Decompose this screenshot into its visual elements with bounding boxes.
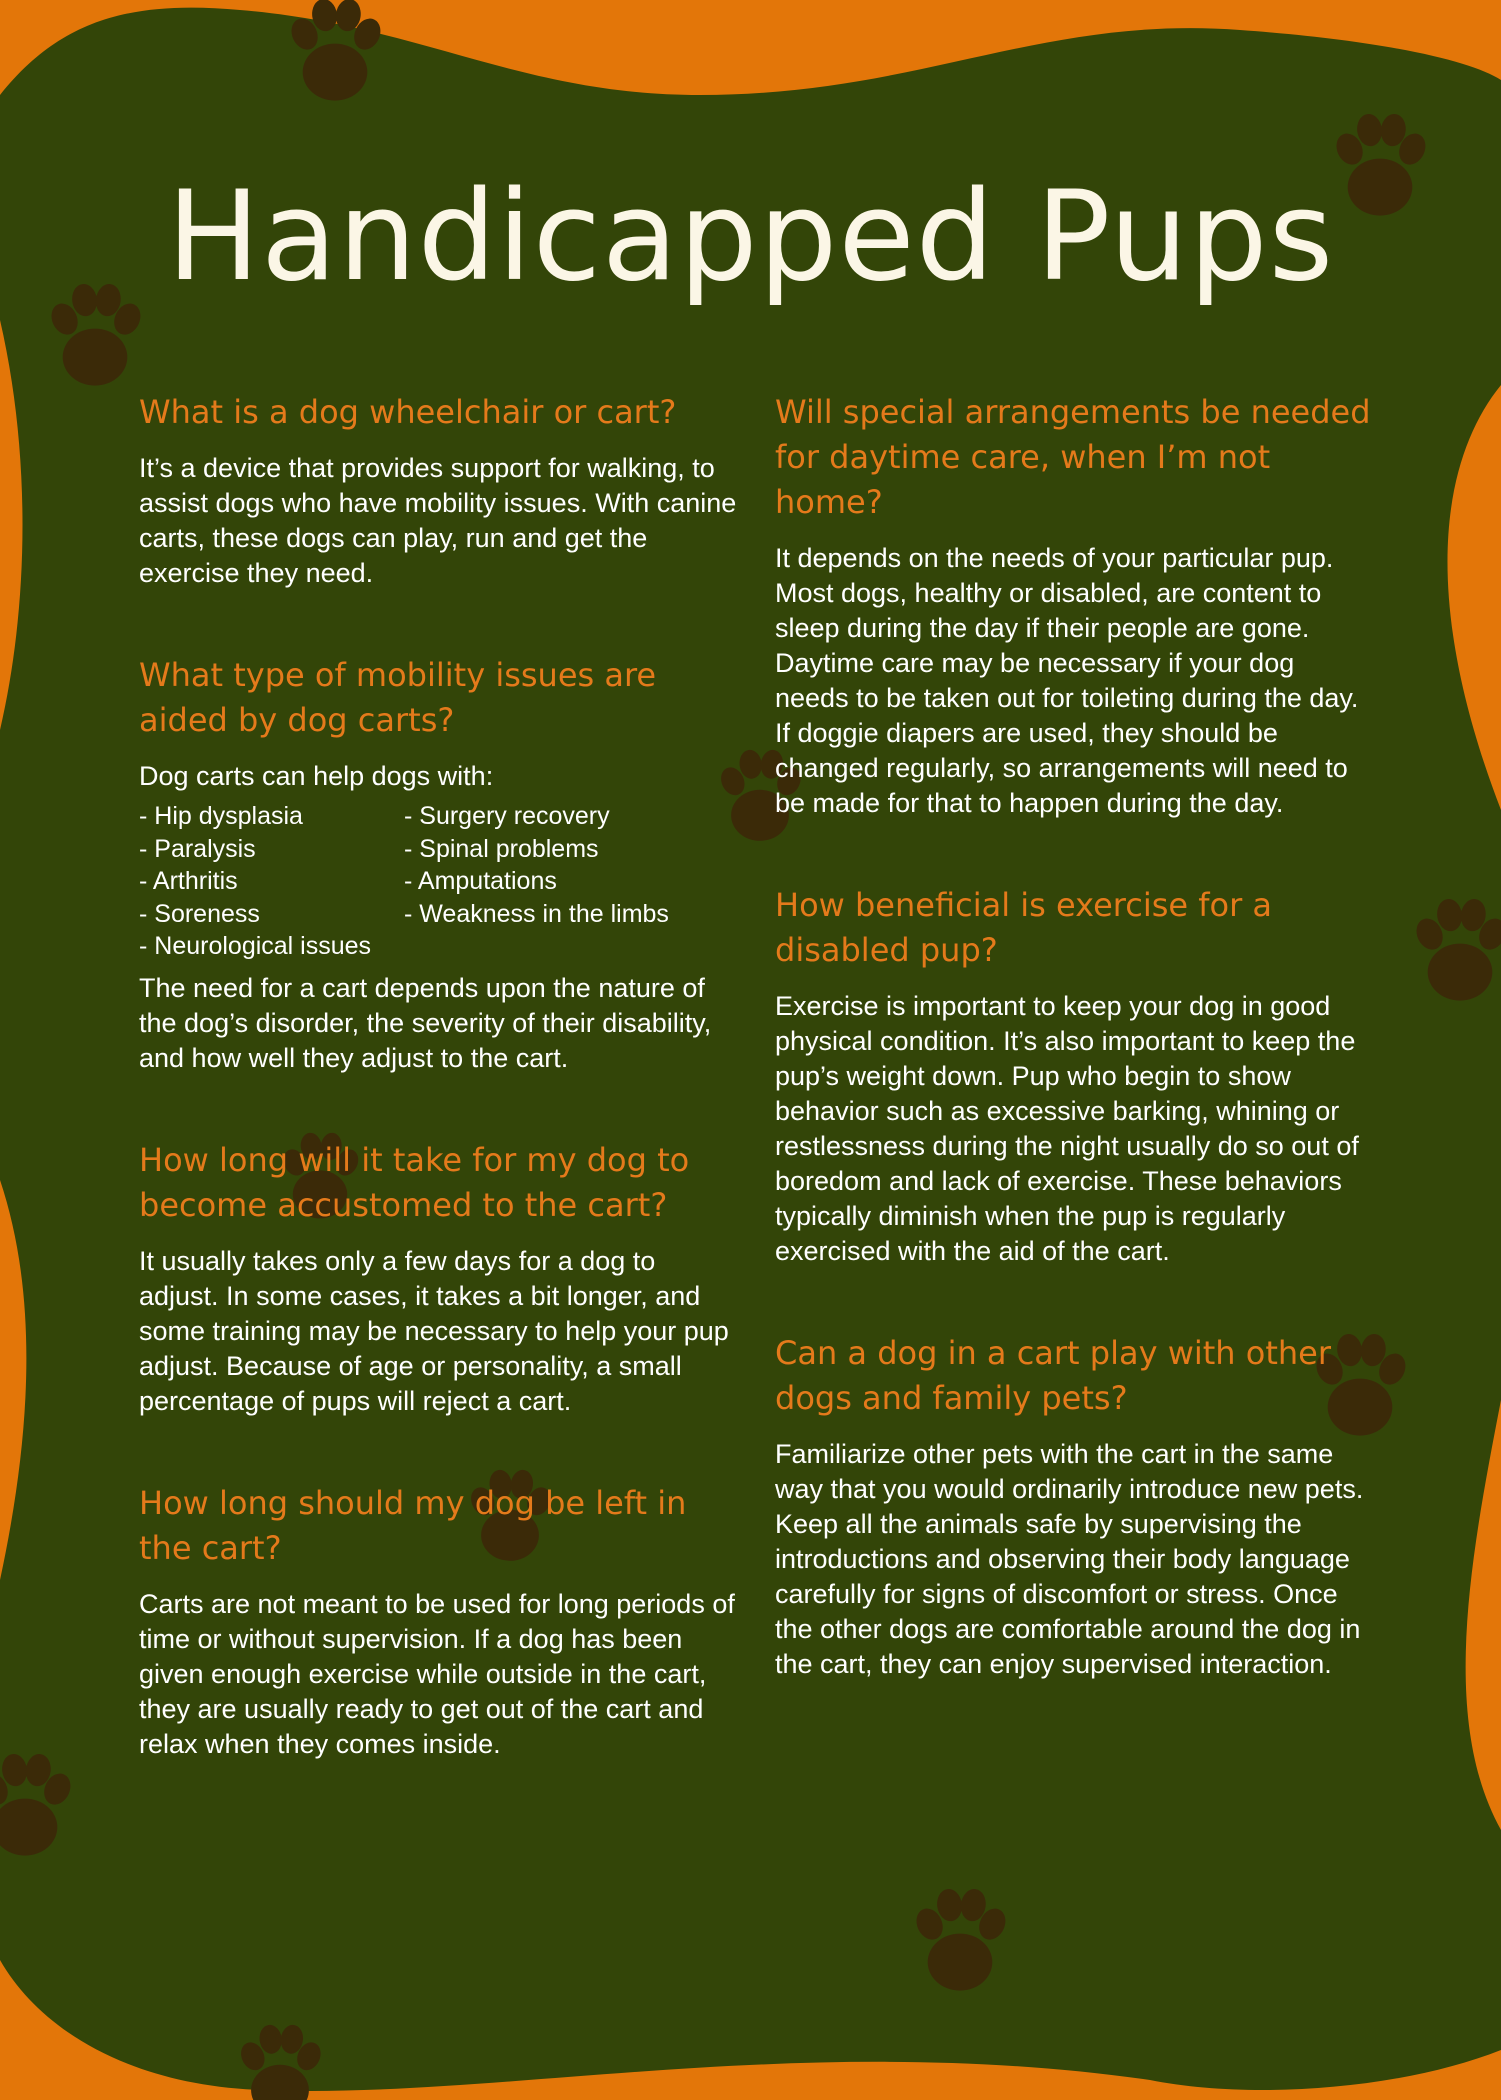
faq-answer: Exercise is important to keep your dog in good physical condition. It’s also important to keep the pup’s weight down. Pup who begin to show behavior such as excessive barking, whining or restlessness during the night usually do so out of boredom and lack of exercise. These behaviors typically diminish when the pup is regularly exercised with the aid of the cart. <box>775 991 1359 1266</box>
faq-daytime-care <box>775 390 1375 821</box>
right-column <box>775 390 1375 1744</box>
list-item: - Spinal problems <box>404 834 599 863</box>
faq-wheelchair <box>139 390 739 591</box>
list-item: - Amputations <box>404 867 557 895</box>
list-item: - Surgery recovery <box>404 802 610 830</box>
faq-answer: It usually takes only a few days for a dog to adjust. In some cases, it takes a bit longer, and some training may be necessary to help your pup adjust. Because of age or personality, a small percentage of pups will reject a cart. <box>139 1245 729 1416</box>
list-intro: Dog carts can help dogs with: <box>139 761 494 791</box>
faq-mobility-issues <box>139 653 739 1076</box>
conditions-list <box>139 800 739 963</box>
faq-question: What type of mobility issues are aided by dog carts? <box>139 656 657 739</box>
faq-time-in-cart <box>139 1481 739 1762</box>
faq-exercise <box>775 883 1375 1269</box>
faq-question: Will special arrangements be needed for daytime care, when I’m not home? <box>775 393 1371 521</box>
faq-question: How beneficial is exercise for a disabled pup? <box>775 886 1273 969</box>
page-title: Handicapped Pups <box>166 165 1335 309</box>
faq-question: How long should my dog be left in the cart? <box>139 1483 687 1567</box>
list-item: - Arthritis <box>139 867 238 895</box>
list-item: - Neurological issues <box>139 932 372 960</box>
faq-question: What is a dog wheelchair or cart? <box>139 393 677 431</box>
faq-answer: It depends on the needs of your particular pup. Most dogs, healthy or disabled, are content to sleep during the day if their people are gone. Daytime care may be necessary if your dog needs to be taken out for toileting during the day. If doggie diapers are used, they should be changed regularly, so arrangements will need to be made for that to happen during the day. <box>775 543 1359 818</box>
list-item: - Soreness <box>139 899 260 928</box>
left-column <box>139 390 739 1824</box>
faq-play-with-pets <box>775 1331 1375 1682</box>
faq-question: How long will it take for my dog to become accustomed to the cart? <box>139 1140 690 1224</box>
faq-answer: Familiarize other pets with the cart in the same way that you would ordinarily introduce new pets. Keep all the animals safe by supervising the introductions and observing their body language carefully for signs of discomfort or stress. Once the other dogs are comfortable around the dog in the cart, they can enjoy supervised interaction. <box>775 1439 1364 1679</box>
list-item: - Hip dysplasia <box>139 802 303 830</box>
faq-accustomed <box>139 1138 739 1419</box>
list-item: - Paralysis <box>139 834 256 863</box>
faq-question: Can a dog in a cart play with other dogs and family pets? <box>775 1334 1331 1417</box>
conditions-list-col1 <box>139 800 404 963</box>
faq-answer: Carts are not meant to be used for long periods of time or without supervision. If a dog has been given enough exercise while outside in the cart, they are usually ready to get out of the cart and relax when they comes inside. <box>139 1588 735 1759</box>
faq-answer: The need for a cart depends upon the nature of the dog’s disorder, the severity of their disability, and how well they adjust to the cart. <box>139 972 712 1073</box>
faq-answer: It’s a device that provides support for walking, to assist dogs who have mobility issues. With canine carts, these dogs can play, run and get the exercise they need. <box>139 453 737 588</box>
conditions-list-col2 <box>404 800 669 963</box>
list-item: - Weakness in the limbs <box>404 899 669 928</box>
